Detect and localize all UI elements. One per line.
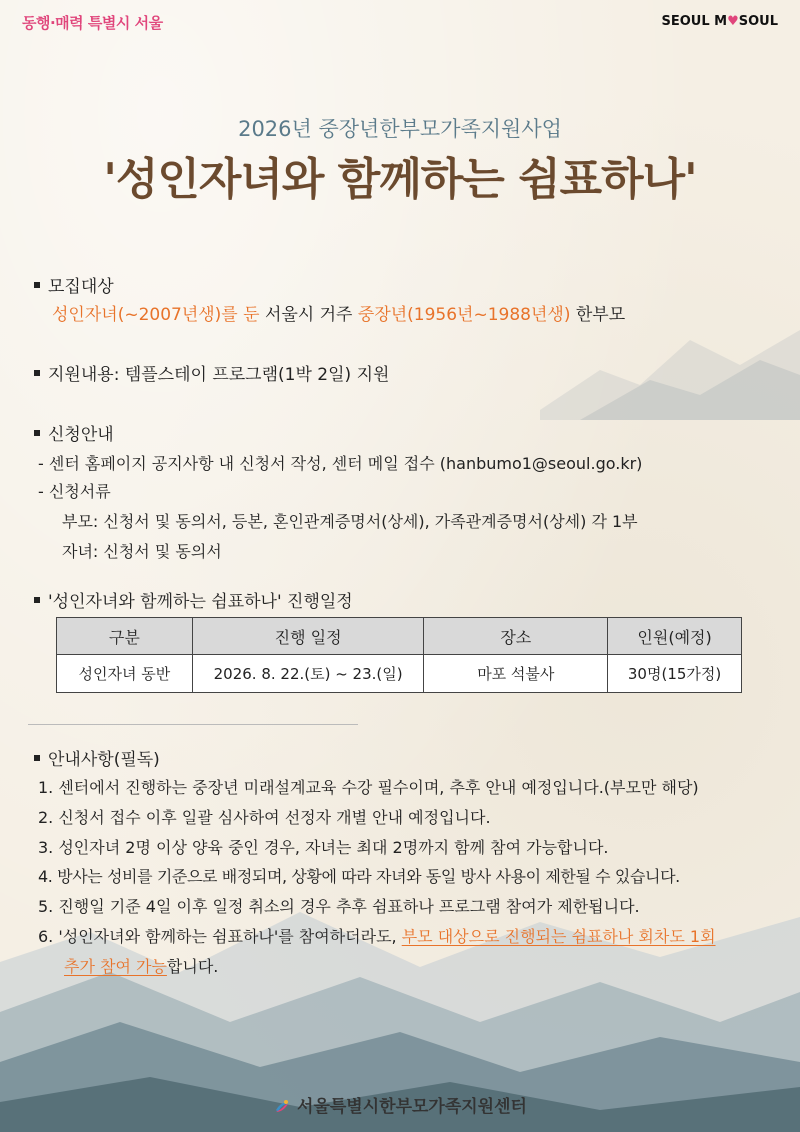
heart-icon: ♥ [727,14,739,29]
bullet-icon [34,282,40,288]
apply-line-1: - 센터 홈페이지 공지사항 내 신청서 작성, 센터 메일 접수 (hanbumo1@seoul.go.kr) [38,454,643,473]
recruit-heading: 모집대상 [34,272,114,297]
apply-heading: 신청안내 [34,420,114,445]
apply-line-4: 자녀: 신청서 및 동의서 [62,542,222,561]
notice-item-1: 1. 센터에서 진행하는 중장년 미래설계교육 수강 필수이며, 추후 안내 예정입니다.(부모만 해당) [38,778,699,797]
table-header-cell: 인원(예정) [608,618,742,655]
notice-item-4: 4. 방사는 성비를 기준으로 배정되며, 상황에 따라 자녀와 동일 방사 사용이 제한될 수 있습니다. [38,867,680,886]
bullet-icon [34,370,40,376]
notice-item-5: 5. 진행일 기준 4일 이후 일정 취소의 경우 추후 쉼표하나 프로그램 참여가 제한됩니다. [38,897,640,916]
apply-line-2: - 신청서류 [38,482,111,501]
program-subtitle: 2026년 중장년한부모가족지원사업 [238,117,562,141]
table-header-cell: 구분 [57,618,193,655]
table-header-row [57,618,742,655]
notice-heading: 안내사항(필독) [34,745,160,770]
notice-item-2: 2. 신청서 접수 이후 일괄 심사하여 선정자 개별 안내 예정입니다. [38,808,491,827]
notice-item-6-cont: 추가 참여 가능합니다. [64,957,219,976]
center-logo-icon [273,1098,291,1116]
seoul-slogan-logo: 동행·매력 특별시 서울 [22,14,163,32]
section-divider [28,724,358,725]
schedule-heading: '성인자녀와 함께하는 쉼표하나' 진행일정 [34,587,353,612]
seoul-my-soul-logo: SEOUL M♥SOUL [661,14,778,29]
apply-line-3: 부모: 신청서 및 동의서, 등본, 혼인관계증명서(상세), 가족관계증명서(상세) 각 1부 [62,512,638,531]
table-cell: 성인자녀 동반 [57,655,193,693]
bullet-icon [34,430,40,436]
table-cell: 30명(15가정) [608,655,742,693]
recruit-target: 성인자녀(~2007년생)를 둔 서울시 거주 중장년(1956년~1988년생) 한부모 [52,305,626,325]
bullet-icon [34,597,40,603]
center-name-footer: 서울특별시한부모가족지원센터 [0,1092,800,1117]
notice-item-3: 3. 성인자녀 2명 이상 양육 중인 경우, 자녀는 최대 2명까지 함께 참여 가능합니다. [38,838,609,857]
table-header-cell: 장소 [424,618,608,655]
table-cell: 2026. 8. 22.(토) ~ 23.(일) [192,655,424,693]
support-heading: 지원내용: 템플스테이 프로그램(1박 2일) 지원 [34,360,389,385]
table-row [57,655,742,693]
program-title: '성인자녀와 함께하는 쉼표하나' [103,154,697,205]
table-header-cell: 진행 일정 [192,618,424,655]
table-cell: 마포 석불사 [424,655,608,693]
bullet-icon [34,755,40,761]
schedule-table [56,617,742,693]
notice-item-6: 6. '성인자녀와 함께하는 쉼표하나'를 참여하더라도, 부모 대상으로 진행되는 쉼표하나 회차도 1회 [38,927,716,946]
